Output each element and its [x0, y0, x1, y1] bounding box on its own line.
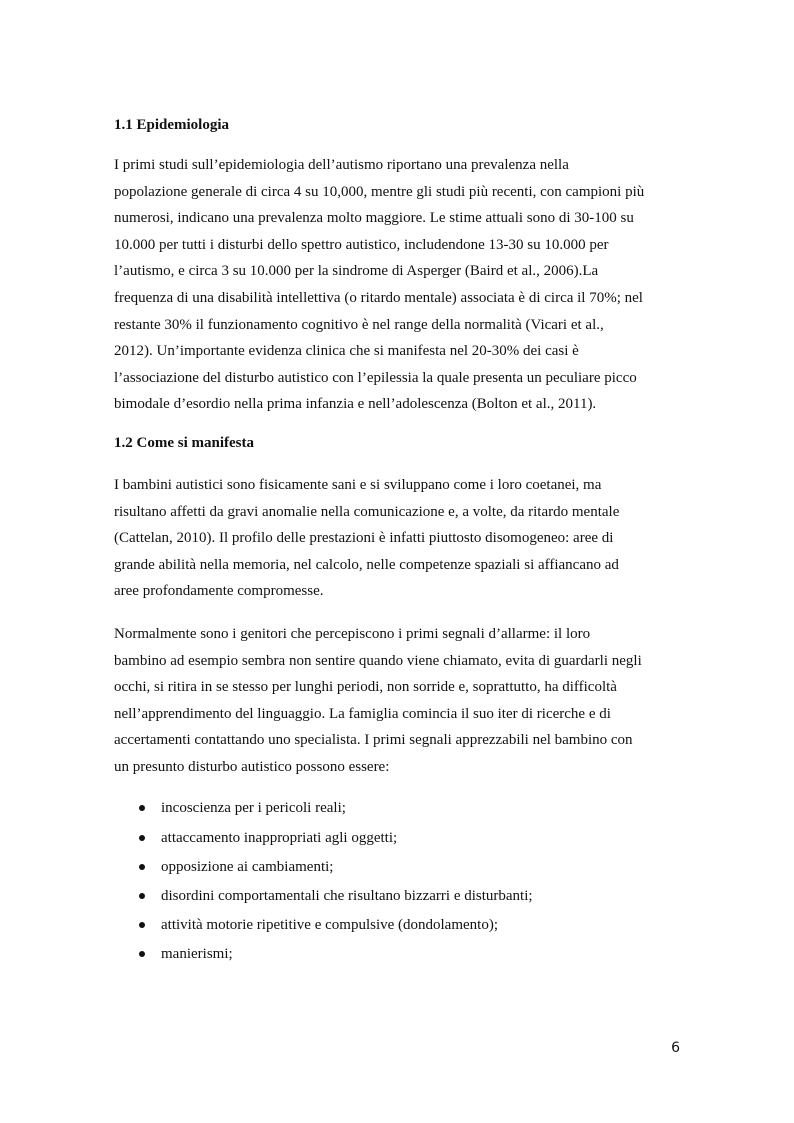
section-heading-come-si-manifesta: 1.2 Come si manifesta [114, 434, 254, 451]
list-item [114, 940, 686, 969]
page-number: 6 [671, 1040, 680, 1056]
paragraph-line: bimodale d’esordio nella prima infanzia e nell’adolescenza (Bolton et al., 2011). [114, 396, 597, 413]
list-item [114, 824, 686, 853]
list-item-text: manierismi; [161, 946, 233, 963]
list-item [114, 882, 686, 911]
paragraph-line: I primi studi sull’epidemiologia dell’autismo riportano una prevalenza nella [114, 157, 569, 173]
paragraph-line: frequenza di una disabilità intellettiva (o ritardo mentale) associata è di circa il 70%; nel [114, 289, 643, 306]
paragraph-line: l’autismo, e circa 3 su 10.000 per la sindrome di Asperger (Baird et al., 2006).La [114, 263, 599, 280]
bullet-icon [139, 951, 145, 957]
bullet-icon [139, 864, 145, 870]
paragraph-line: grande abilità nella memoria, nel calcolo, nelle competenze spaziali si affiancano ad [114, 556, 619, 573]
paragraph-line: (Cattelan, 2010). Il profilo delle prestazioni è infatti piuttosto disomogeneo: aree di [114, 530, 614, 547]
paragraph-line: 2012). Un’importante evidenza clinica che si manifesta nel 20-30% dei casi è [114, 343, 579, 360]
paragraph-line: bambino ad esempio sembra non sentire quando viene chiamato, evita di guardarli negli [114, 652, 642, 669]
paragraph-segnali-allarme [114, 621, 686, 781]
paragraph-line: accertamenti contattando uno specialista. I primi segnali apprezzabili nel bambino con [114, 732, 633, 749]
paragraph-line: nell’apprendimento del linguaggio. La famiglia comincia il suo iter di ricerche e di [114, 705, 611, 722]
bullet-icon [139, 893, 145, 899]
paragraph-line: aree profondamente compromesse. [114, 583, 324, 600]
bullet-icon [139, 835, 145, 841]
paragraph-line: un presunto disturbo autistico possono essere: [114, 758, 390, 775]
section-heading-epidemiologia: 1.1 Epidemiologia [114, 117, 230, 133]
paragraph-line: restante 30% il funzionamento cognitivo è nel range della normalità (Vicari et al., [114, 316, 604, 333]
list-item [114, 794, 686, 823]
symptom-bullet-list [114, 794, 686, 969]
paragraph-line: popolazione generale di circa 4 su 10,000, mentre gli studi più recenti, con campioni più [114, 183, 645, 200]
list-item [114, 911, 686, 940]
list-item-text: disordini comportamentali che risultano bizzarri e disturbanti; [161, 888, 533, 905]
paragraph-line: occhi, si ritira in se stesso per lunghi periodi, non sorride e, soprattutto, ha difficoltà [114, 679, 617, 696]
list-item-text: incoscienza per i pericoli reali; [161, 800, 346, 817]
bullet-icon [139, 805, 145, 811]
paragraph-epidemiologia [114, 152, 686, 418]
paragraph-line: risultano affetti da gravi anomalie nella comunicazione e, a volte, da ritardo mentale [114, 503, 620, 520]
paragraph-line: 10.000 per tutti i disturbi dello spettro autistico, includendone 13-30 su 10.000 per [114, 236, 609, 253]
list-item-text: attaccamento inappropriati agli oggetti; [161, 829, 398, 846]
list-item [114, 853, 686, 882]
list-item-text: attività motorie ripetitive e compulsive (dondolamento); [161, 917, 498, 934]
paragraph-line: l’associazione del disturbo autistico con l’epilessia la quale presenta un peculiare picco [114, 369, 637, 386]
paragraph-line: numerosi, indicano una prevalenza molto maggiore. Le stime attuali sono di 30-100 su [114, 210, 634, 227]
page-content [114, 112, 686, 970]
list-item-text: opposizione ai cambiamenti; [161, 858, 334, 875]
paragraph-line: I bambini autistici sono fisicamente sani e si sviluppano come i loro coetanei, ma [114, 476, 602, 493]
paragraph-bambini-autistici [114, 472, 686, 605]
paragraph-line: Normalmente sono i genitori che percepiscono i primi segnali d’allarme: il loro [114, 625, 591, 642]
bullet-icon [139, 922, 145, 928]
